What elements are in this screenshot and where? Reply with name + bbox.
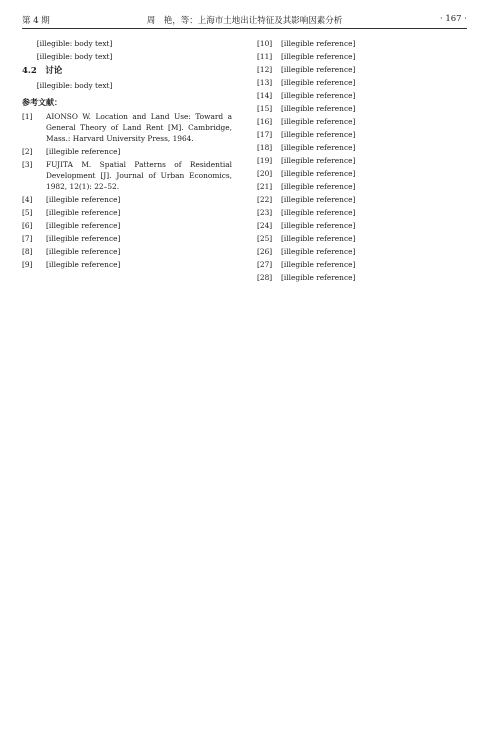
reference-text: [illegible reference] <box>281 156 356 165</box>
reference-number: [4] <box>22 195 33 204</box>
reference-item <box>22 259 232 270</box>
reference-number: [11] <box>257 52 273 61</box>
reference-item <box>257 90 467 101</box>
reference-number: [1] <box>22 112 33 121</box>
reference-text: [illegible reference] <box>281 169 356 178</box>
reference-text: [illegible reference] <box>281 65 356 74</box>
reference-text: [illegible reference] <box>281 39 356 48</box>
reference-item <box>257 259 467 270</box>
reference-text: [illegible reference] <box>281 104 356 113</box>
reference-item <box>22 111 232 144</box>
reference-number: [16] <box>257 117 273 126</box>
left-column <box>22 38 232 272</box>
section-heading: 4.2 讨论 <box>22 66 63 76</box>
reference-number: [25] <box>257 234 273 243</box>
reference-item <box>22 207 232 218</box>
reference-text: [illegible reference] <box>46 208 121 217</box>
reference-text: [illegible reference] <box>46 195 121 204</box>
reference-item <box>22 220 232 231</box>
reference-text: [illegible reference] <box>281 78 356 87</box>
reference-text: [illegible reference] <box>281 273 356 282</box>
reference-number: [17] <box>257 130 273 139</box>
reference-item <box>257 103 467 114</box>
reference-number: [28] <box>257 273 273 282</box>
reference-text: [illegible reference] <box>281 117 356 126</box>
reference-text: [illegible reference] <box>281 234 356 243</box>
reference-number: [3] <box>22 160 33 169</box>
reference-item <box>257 116 467 127</box>
reference-text: [illegible reference] <box>281 182 356 191</box>
reference-text: [illegible reference] <box>281 247 356 256</box>
paragraph: [illegible: body text] <box>36 81 113 90</box>
reference-item <box>257 181 467 192</box>
reference-number: [14] <box>257 91 273 100</box>
reference-number: [13] <box>257 78 273 87</box>
reference-text: [illegible reference] <box>46 234 121 243</box>
body-paragraphs <box>22 38 232 62</box>
reference-item <box>257 77 467 88</box>
reference-text: [illegible reference] <box>281 143 356 152</box>
reference-item <box>257 155 467 166</box>
reference-item <box>22 146 232 157</box>
reference-item <box>257 38 467 49</box>
reference-number: [24] <box>257 221 273 230</box>
reference-list-right <box>257 38 467 283</box>
reference-item <box>22 246 232 257</box>
reference-number: [26] <box>257 247 273 256</box>
reference-text: [illegible reference] <box>281 195 356 204</box>
reference-number: [27] <box>257 260 273 269</box>
discussion-paragraphs <box>22 80 232 91</box>
reference-number: [20] <box>257 169 273 178</box>
reference-number: [21] <box>257 182 273 191</box>
paragraph: [illegible: body text] <box>36 39 113 48</box>
reference-item <box>257 51 467 62</box>
reference-item <box>22 194 232 205</box>
reference-item <box>257 272 467 283</box>
reference-item <box>257 168 467 179</box>
reference-number: [19] <box>257 156 273 165</box>
reference-text: [illegible reference] <box>281 260 356 269</box>
reference-text: [illegible reference] <box>46 247 121 256</box>
paragraph: [illegible: body text] <box>36 52 113 61</box>
running-title: 周 艳，等：上海市土地出让特征及其影响因素分析 <box>146 16 343 26</box>
reference-text: AIONSO W. Location and Land Use: Toward a General Theory of Land Rent [M]. Cambridge, Mass.: Harvard University Press, 1964. <box>46 112 232 143</box>
reference-text: [illegible reference] <box>281 91 356 100</box>
reference-number: [15] <box>257 104 273 113</box>
reference-text: [illegible reference] <box>281 221 356 230</box>
reference-text: [illegible reference] <box>281 52 356 61</box>
page-number: · 167 · <box>439 14 467 24</box>
reference-item <box>22 159 232 192</box>
right-column <box>257 38 467 285</box>
reference-item <box>257 220 467 231</box>
reference-number: [5] <box>22 208 33 217</box>
issue-label: 第 4 期 <box>22 16 50 26</box>
reference-number: [12] <box>257 65 273 74</box>
reference-number: [2] <box>22 147 33 156</box>
reference-item <box>257 142 467 153</box>
reference-item <box>257 207 467 218</box>
reference-text: [illegible reference] <box>46 147 121 156</box>
references-title: 参考文献： <box>22 97 62 107</box>
reference-number: [7] <box>22 234 33 243</box>
reference-text: [illegible reference] <box>281 208 356 217</box>
reference-number: [22] <box>257 195 273 204</box>
reference-number: [10] <box>257 39 273 48</box>
reference-list-left <box>22 111 232 270</box>
reference-text: [illegible reference] <box>46 260 121 269</box>
reference-item <box>22 233 232 244</box>
reference-text: FUJITA M. Spatial Patterns of Residential Development [J]. Journal of Urban Economics, 1982, 12(1): 22–52. <box>46 160 232 191</box>
reference-number: [9] <box>22 260 33 269</box>
reference-text: [illegible reference] <box>281 130 356 139</box>
reference-number: [18] <box>257 143 273 152</box>
reference-number: [8] <box>22 247 33 256</box>
reference-number: [23] <box>257 208 273 217</box>
reference-item <box>257 64 467 75</box>
reference-item <box>257 129 467 140</box>
reference-text: [illegible reference] <box>46 221 121 230</box>
reference-item <box>257 233 467 244</box>
reference-item <box>257 246 467 257</box>
reference-item <box>257 194 467 205</box>
running-header <box>22 12 467 29</box>
reference-number: [6] <box>22 221 33 230</box>
